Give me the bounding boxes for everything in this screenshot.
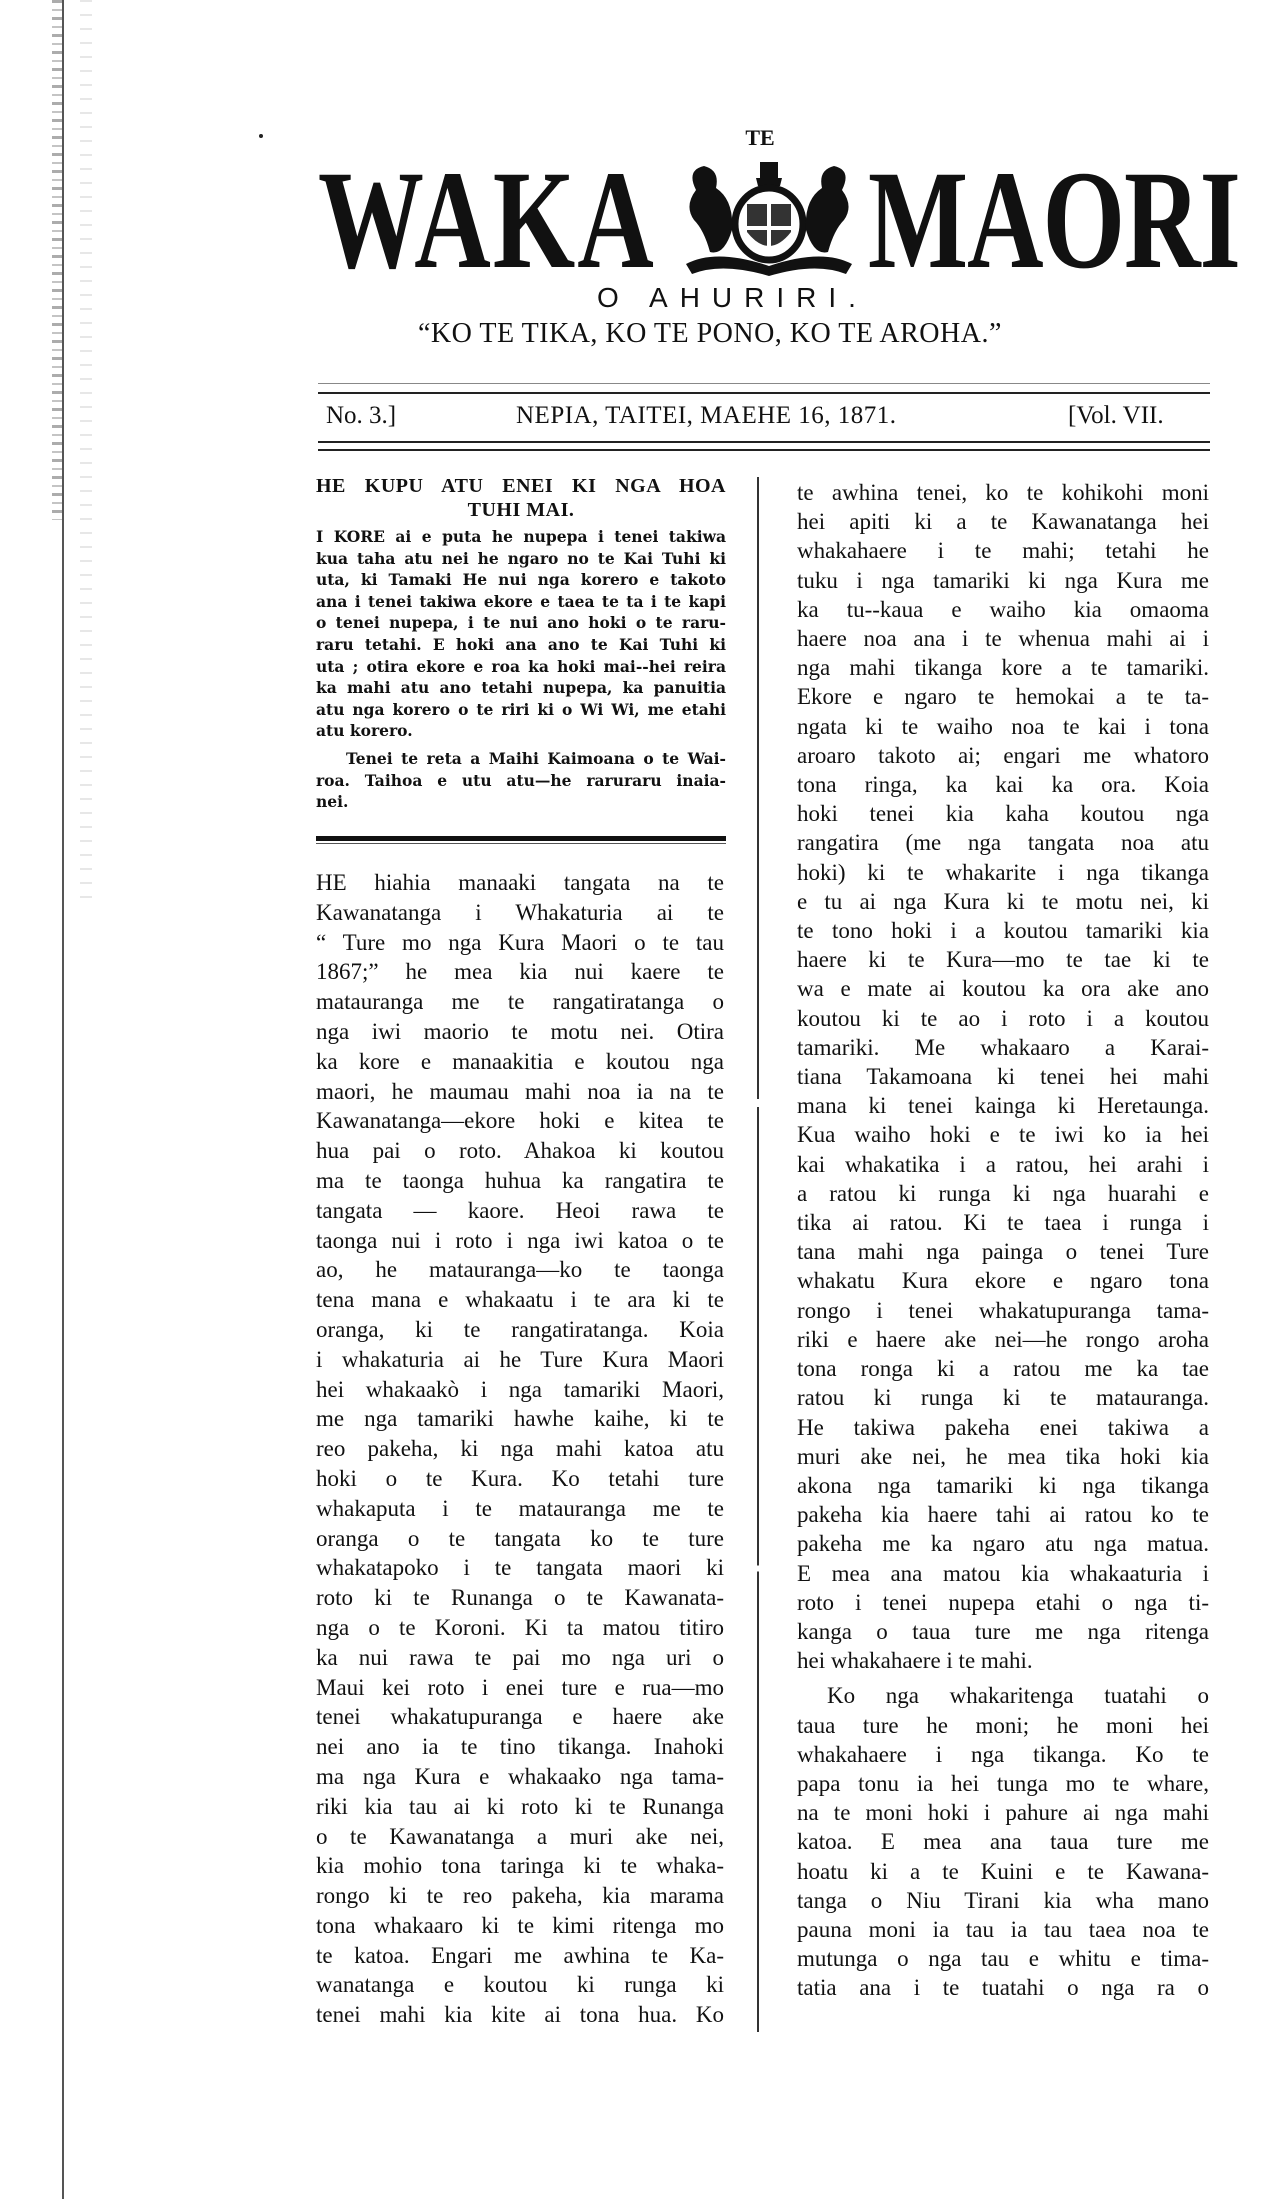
text-line: ka mahi atu ano tetahi nupepa, ka panuitia (316, 678, 726, 698)
text-line: kua taha atu nei he ngaro no te Kai Tuhi ki (316, 548, 726, 568)
text-line: raru tetahi. E hoki ana ano te Kai Tuhi ki (316, 634, 726, 654)
text-line: nei. (316, 792, 349, 812)
text-line: tamariki. Me whakaaro a Karai- (797, 1034, 1209, 1060)
text-line: hoki o te Kura. Ko tetahi ture (316, 1465, 724, 1491)
text-line: tenei whakatupuranga e haere ake (316, 1704, 724, 1730)
text-line: hei whakaakò i nga tamariki Maori, (316, 1376, 724, 1402)
text-line: koutou ki te ao i roto i a koutou (797, 1005, 1209, 1031)
text-line: tatia ana i te tuatahi o nga ra o (797, 1975, 1209, 2001)
notice-heading (316, 474, 726, 522)
text-line: Kawanatanga i Whakaturia ai te (316, 899, 724, 925)
text-line: ka nui rawa te pai mo nga uri o (316, 1644, 724, 1670)
dateline (326, 402, 1196, 434)
text-line: ao, he matauranga—ko te taonga (316, 1257, 724, 1283)
scan-speckle (52, 0, 62, 520)
notice-to-correspondents (316, 474, 726, 813)
text-line: I KORE ai e puta he nupepa i tenei takiwa (316, 527, 726, 546)
text-line: tana mahi nga painga o tenei Ture (797, 1239, 1209, 1265)
text-line: katoa. E mea ana taua ture me (797, 1829, 1209, 1855)
page-edge-line (62, 0, 64, 2199)
text-line: kai whakatika i a ratou, hei arahi i (797, 1151, 1209, 1177)
text-line: hoki) ki te whakarite i nga tikanga (797, 859, 1209, 885)
text-line: uta, ki Tamaki He nui nga korero e takoto (316, 570, 726, 590)
masthead-subtitle: O AHURIRI. (597, 282, 868, 313)
masthead-te: TE (745, 125, 775, 150)
text-line: roa. Taihoa e utu atu—he raruraru inaia- (316, 770, 726, 790)
coat-of-arms-icon (676, 160, 862, 278)
text-line: nga iwi maorio te motu nei. Otira (316, 1018, 724, 1044)
article-column-left (316, 868, 724, 2030)
notice-heading-line: HE KUPU ATU ENEI KI NGA HOA (316, 475, 726, 497)
text-line: rongo i tenei whakatupuranga tama- (797, 1297, 1209, 1323)
text-line: ma nga Kura e whakaako nga tama- (316, 1763, 724, 1789)
text-line: taua ture he moni; he moni hei (797, 1712, 1209, 1738)
text-line: whakatapoko i te tangata maori ki (316, 1555, 724, 1581)
text-line: maori, he maumau mahi noa ia na te (316, 1078, 724, 1104)
text-line: ma te taonga huhua ka rangatira te (316, 1167, 724, 1193)
text-line: hei apiti ki a te Kawanatanga hei (797, 509, 1209, 535)
text-line: whakatu Kura ekore e ngaro tona (797, 1268, 1209, 1294)
text-line: o tenei nupepa, i te nui ano hoki o te raru- (316, 613, 726, 633)
text-line: “ Ture mo nga Kura Maori o te tau (316, 929, 724, 955)
text-line: Kua waiho hoki e te iwi ko ia hei (797, 1122, 1209, 1148)
text-line: papa tonu ia hei tunga mo te whare, (797, 1770, 1209, 1796)
text-line: pauna moni ia tau ia tau taea noa te (797, 1916, 1209, 1942)
text-line: tuku i nga tamariki ki nga Kura me (797, 567, 1209, 593)
text-line: te tono hoki i a koutou tamariki kia (797, 918, 1209, 944)
text-line: mana ki tenei kainga ki Heretaunga. (797, 1093, 1209, 1119)
text-line: matauranga me te rangatiratanga o (316, 989, 724, 1015)
text-line: reo pakeha, ki nga mahi katoa atu (316, 1436, 724, 1462)
text-line: tona whakaaro ki te kimi ritenga mo (316, 1912, 724, 1938)
place-date: NEPIA, TAITEI, MAEHE 16, 1871. (516, 402, 897, 429)
text-line: aroaro takoto ai; engari me whatoro (797, 742, 1209, 768)
text-line: whakahaere i nga tikanga. Ko te (797, 1741, 1209, 1767)
text-line: ratou ki runga ki te matauranga. (797, 1385, 1209, 1411)
text-line: Ekore e ngaro te hemokai a te ta- (797, 684, 1209, 710)
text-line: Ko nga whakaritenga tuatahi o (827, 1683, 1209, 1709)
text-line: muri ake nei, he mea tika hoki kia (797, 1443, 1209, 1469)
text-line: akona nga tamariki ki nga tikanga (797, 1472, 1209, 1498)
text-line: pakeha me ka ngaro atu nga matua. (797, 1531, 1209, 1557)
text-line: atu nga korero o te riri ki o Wi Wi, me etahi (316, 699, 726, 719)
text-line: 1867;” he mea kia nui kaere te (316, 959, 724, 985)
text-line: tiana Takamoana ki tenei hei mahi (797, 1064, 1209, 1090)
text-line: tenei mahi kia kite ai tona hua. Ko (316, 2002, 724, 2028)
text-line: haere noa ana i te whenua mahi ai i (797, 626, 1209, 652)
column-divider (757, 477, 759, 2032)
text-line: nga o te Koroni. Ki ta matou titiro (316, 1614, 724, 1640)
rule (318, 392, 1210, 394)
text-line: hei whakahaere i te mahi. (797, 1648, 1033, 1674)
text-line: Kawanatanga—ekore hoki e kitea te (316, 1108, 724, 1134)
rule (318, 449, 1210, 451)
text-line: me nga tamariki hawhe kaihe, ki te (316, 1406, 724, 1432)
text-line: hoki tenei kia kaha koutou nga (797, 801, 1209, 827)
text-line: whakahaere i te mahi; tetahi he (797, 538, 1209, 564)
masthead-title-left: WAKA (318, 142, 656, 298)
section-rule (316, 836, 726, 841)
text-line: riki kia tau ai ki roto ki te Runanga (316, 1793, 724, 1819)
section-rule (316, 843, 726, 844)
text-line: atu korero. (316, 721, 413, 741)
text-line: haere ki te Kura—mo te tae ki te (797, 947, 1209, 973)
text-line: oranga o te tangata ko te ture (316, 1525, 724, 1551)
text-line: riki e haere ake nei—he rongo aroha (797, 1326, 1209, 1352)
text-line: uta ; otira ekore e roa ka hoki mai--hei reira (316, 656, 726, 676)
article-column-right (797, 478, 1209, 2003)
text-line: ana i tenei takiwa ekore e taea te ta i te kapi (316, 591, 726, 611)
notice-heading-line: TUHI MAI. (467, 499, 575, 521)
text-line: pakeha kia haere tahi ai ratou ko te (797, 1502, 1209, 1528)
text-line: kia mohio tona taringa ki te whaka- (316, 1853, 724, 1879)
text-line: ka kore e manaakitia e koutou nga (316, 1048, 724, 1074)
text-line: ka tu--kaua e waiho kia omaoma (797, 596, 1209, 622)
text-line: na te moni hoki i pahure ai nga mahi (797, 1800, 1209, 1826)
text-line: whakaputa i te matauranga me te (316, 1495, 724, 1521)
text-line: i whakaturia ai he Ture Kura Maori (316, 1346, 724, 1372)
rule (318, 441, 1210, 443)
text-line: hoatu ki a te Kuini e te Kawana- (797, 1858, 1209, 1884)
text-line: tena mana e whakaatu i te ara ki te (316, 1287, 724, 1313)
text-line: rangatira (me nga tangata noa atu (797, 830, 1209, 856)
scan-edge (0, 0, 70, 2199)
text-line: oranga, ki te rangatiratanga. Koia (316, 1316, 724, 1342)
text-line: roto i tenei nupepa etahi o nga ti- (797, 1589, 1209, 1615)
text-line: tangata — kaore. Heoi rawa te (316, 1197, 724, 1223)
text-line: kanga o taua ture me nga ritenga (797, 1618, 1209, 1644)
masthead-motto: “KO TE TIKA, KO TE PONO, KO TE AROHA.” (418, 318, 1002, 349)
text-line: E mea ana matou kia whakaaturia i (797, 1560, 1209, 1586)
rule (318, 383, 1210, 384)
text-line: rongo ki te reo pakeha, kia marama (316, 1883, 724, 1909)
text-line: e tu ai nga Kura ki te motu nei, ki (797, 888, 1209, 914)
masthead-title-right: MAORI (868, 142, 1240, 298)
text-line: tika ai ratou. Ki te taea i runga i (797, 1210, 1209, 1236)
text-line: nga mahi tikanga kore a te tamariki. (797, 655, 1209, 681)
text-line: te katoa. Engari me awhina te Ka- (316, 1942, 724, 1968)
text-line: nei ano ia te tino tikanga. Inahoki (316, 1734, 724, 1760)
text-line: tanga o Niu Tirani kia wha mano (797, 1887, 1209, 1913)
text-line: tona ronga ki a ratou me ka tae (797, 1356, 1209, 1382)
text-line: wanatanga e koutou ki runga ki (316, 1972, 724, 1998)
volume-number: [Vol. VII. (1068, 402, 1164, 429)
text-line: mutunga o nga tau e whitu e tima- (797, 1946, 1209, 1972)
text-line: a ratou ki runga ki nga huarahi e (797, 1180, 1209, 1206)
issue-number: No. 3.] (326, 402, 397, 429)
text-line: ngata ki te waiho noa te kai i tona (797, 713, 1209, 739)
text-line: HE hiahia manaaki tangata na te (316, 870, 724, 895)
text-line: hua pai o roto. Ahakoa ki koutou (316, 1138, 724, 1164)
text-line: Tenei te reta a Maihi Kaimoana o te Wai- (346, 748, 726, 768)
text-line: He takiwa pakeha enei takiwa a (797, 1414, 1209, 1440)
text-line: taonga nui i roto i nga iwi katoa o te (316, 1227, 724, 1253)
text-line: Maui kei roto i enei ture e rua—mo (316, 1674, 724, 1700)
notice-body (316, 526, 726, 813)
text-line: tona ringa, ka kai ka ora. Koia (797, 772, 1209, 798)
text-line: te awhina tenei, ko te kohikohi moni (797, 480, 1209, 505)
text-line: roto ki te Runanga o te Kawanata- (316, 1585, 724, 1611)
text-line: wa e mate ai koutou ka ora ake ano (797, 976, 1209, 1002)
text-line: o te Kawanatanga a muri ake nei, (316, 1823, 724, 1849)
